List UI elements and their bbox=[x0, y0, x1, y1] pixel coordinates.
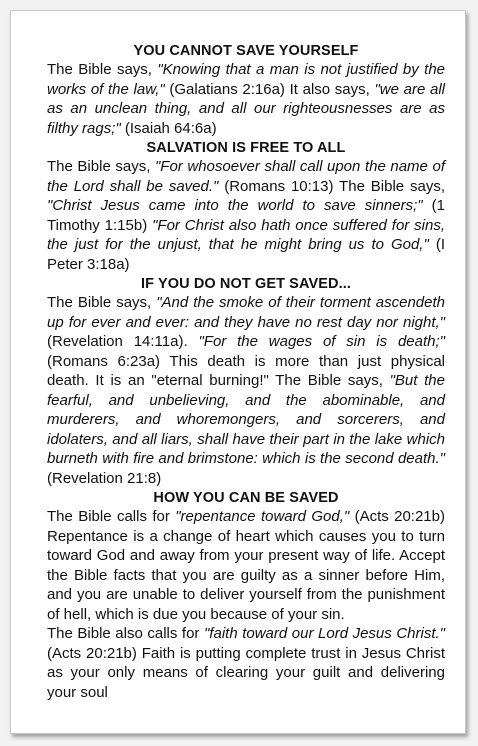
body-text: (Romans 10:13) The Bible says, bbox=[218, 177, 445, 195]
scripture-quote: "For whosoever shall call upon the name of the Lord shall be saved." bbox=[47, 158, 445, 195]
section-body-salvation-free bbox=[47, 157, 445, 274]
body-text: (I Peter 3:18a) bbox=[47, 236, 445, 273]
scripture-quote: "repentance toward God," bbox=[175, 508, 350, 525]
section-heading-cannot-save: YOU CANNOT SAVE YOURSELF bbox=[133, 43, 359, 59]
body-text: The Bible says, bbox=[47, 61, 158, 78]
scripture-quote: "Christ Jesus came into the world to save sinners;" bbox=[47, 197, 423, 214]
tract-page bbox=[10, 10, 466, 734]
section-body-not-saved bbox=[47, 293, 445, 488]
body-text: (Isaiah 64:6a) bbox=[120, 119, 217, 137]
section-heading-not-saved: IF YOU DO NOT GET SAVED... bbox=[141, 276, 351, 292]
section-heading-salvation-free: SALVATION IS FREE TO ALL bbox=[146, 140, 346, 156]
body-text: (Galatians 2:16a) It also says, bbox=[164, 80, 375, 98]
scripture-quote: "For the wages of sin is death;" bbox=[198, 333, 445, 350]
scripture-quote: "But the fearful, and unbelieving, and the abominable, and murderers, and whoremongers, and sorcerers, and idolaters, and all liars, shall have their part in the lake which burneth with fire and brimstone: which is the second death." bbox=[47, 372, 445, 467]
body-text: (Acts 20:21b) Repentance is a change of heart which causes you to turn toward God and away from your present way of life. Accept the Bible facts that you are guilty as a sinner before Him, and you are unable to deliver yourself from the punishment of hell, which is due you because of your sin. bbox=[47, 508, 445, 623]
scripture-quote: "For Christ also hath once suffered for sins, the just for the unjust, that he might bring us to God," bbox=[47, 216, 446, 253]
section-body-cannot-save bbox=[47, 60, 445, 138]
section-body-faith bbox=[47, 624, 445, 702]
scripture-quote: "And the smoke of their torment ascendeth up for ever and ever: and they have no rest day nor night," bbox=[47, 294, 445, 331]
tract-content bbox=[11, 11, 465, 702]
section-body-repentance bbox=[47, 507, 445, 624]
body-text: The Bible says, bbox=[47, 158, 155, 175]
body-text: The Bible calls for bbox=[47, 508, 176, 525]
body-text: (Romans 6:23a) This death is more than just physical death. It is an "eternal burning!" The Bible says, bbox=[47, 352, 445, 389]
scripture-quote: "we are all as an unclean thing, and all our righteousnesses are as filthy rags;" bbox=[47, 80, 445, 137]
scripture-quote: "faith toward our Lord Jesus Christ." bbox=[203, 625, 445, 642]
body-text: (Acts 20:21b) Faith is putting complete trust in Jesus Christ as your only means of clearing your guilt and delivering your soul bbox=[47, 644, 445, 701]
section-heading-how-saved: HOW YOU CAN BE SAVED bbox=[153, 490, 339, 506]
body-text: (Revelation 14:11a). bbox=[47, 333, 199, 350]
body-text: The Bible also calls for bbox=[47, 625, 204, 642]
body-text: (Revelation 21:8) bbox=[47, 469, 162, 487]
scripture-quote: "Knowing that a man is not justified by the works of the law," bbox=[47, 61, 445, 98]
body-text: (1 Timothy 1:15b) bbox=[47, 197, 445, 234]
body-text: The Bible says, bbox=[47, 294, 157, 311]
